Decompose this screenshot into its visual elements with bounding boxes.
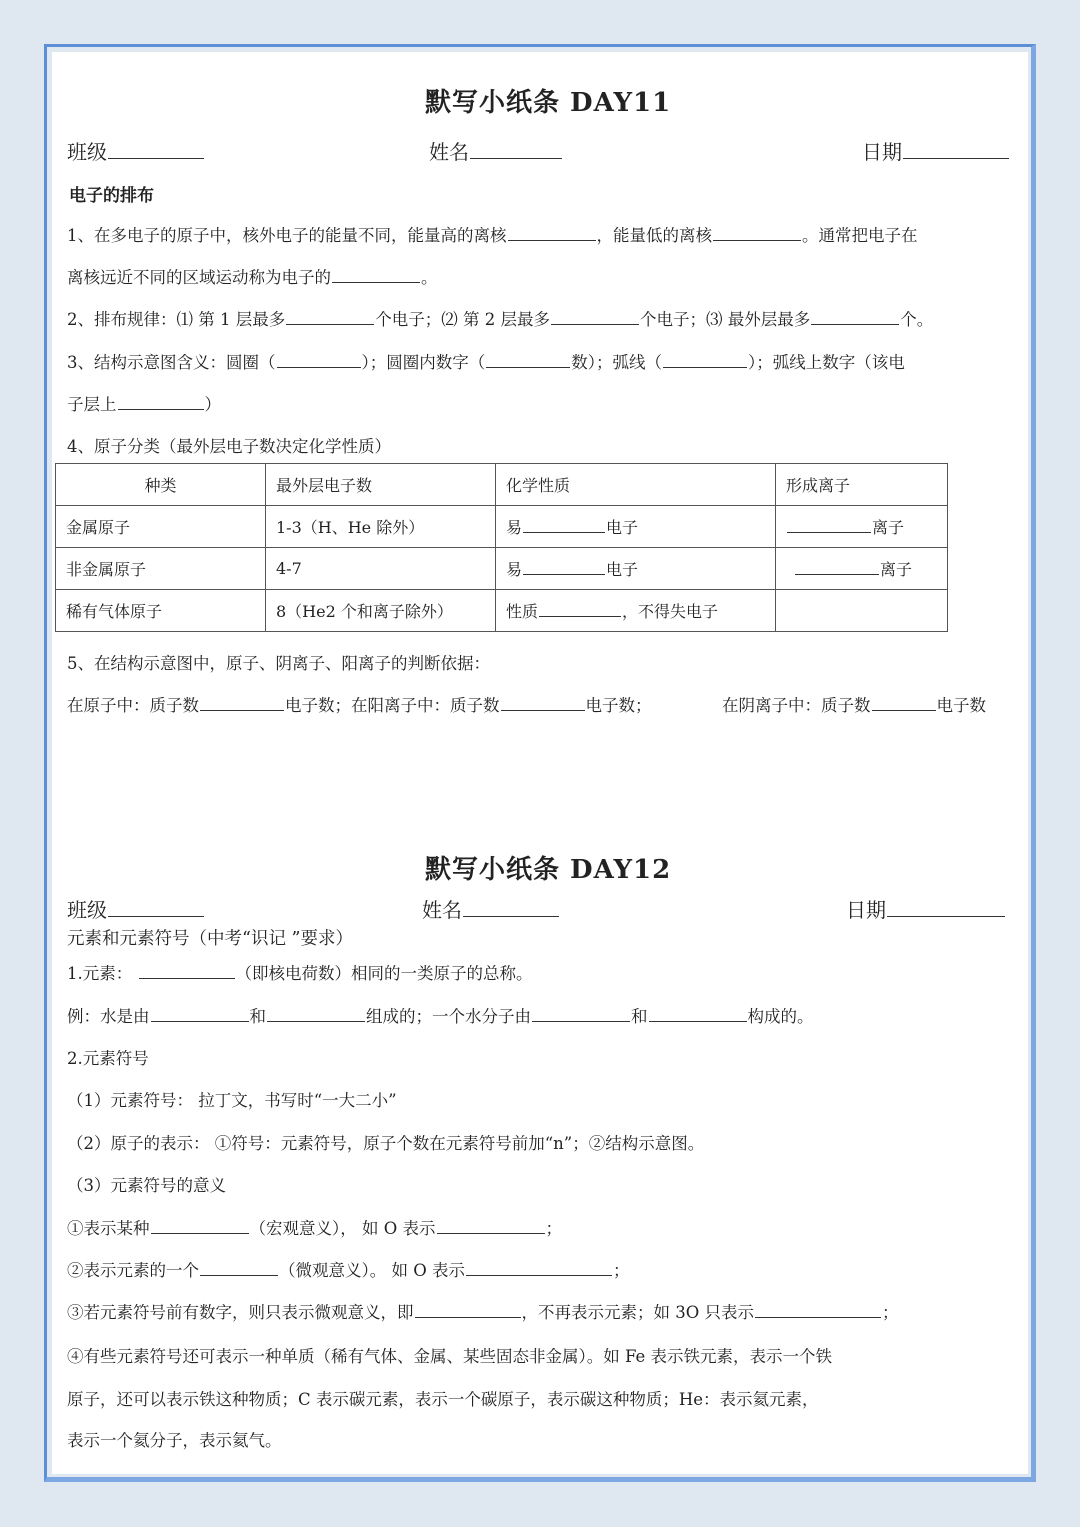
day11-q1-line2: 离核远近不同的区域运动称为电子的 。 <box>67 268 438 287</box>
date-blank <box>887 900 1005 917</box>
table-cell: 离子 <box>776 506 948 548</box>
table-cell: 稀有气体原子 <box>56 590 266 632</box>
table-row <box>56 548 948 590</box>
table-header: 化学性质 <box>496 464 776 506</box>
table-cell: 易 电子 <box>496 506 776 548</box>
class-blank <box>108 900 204 917</box>
date-blank <box>903 142 1009 159</box>
day12-l1: 1.元素： （即核电荷数）相同的一类原子的总称。 <box>67 964 533 983</box>
day11-date-field <box>862 136 1010 165</box>
table-header: 种类 <box>56 464 266 506</box>
class-label: 班级 <box>67 898 107 922</box>
day11-q5: 5、在结构示意图中，原子、阴离子、阳离子的判断依据： <box>67 654 490 673</box>
day12-title: 默写小纸条 DAY12 <box>425 855 672 885</box>
class-label: 班级 <box>67 140 107 164</box>
day11-q2: 2、排布规律：⑴ 第 1 层最多 个电子；⑵ 第 2 层最多 个电子；⑶ 最外层最多 个。 <box>67 310 934 329</box>
table-cell: 8（He2 个和离子除外） <box>266 590 496 632</box>
date-label: 日期 <box>862 140 902 164</box>
day11-section-title: 电子的排布 <box>69 186 154 206</box>
day11-q5-anion: 在阴离子中：质子数 电子数 <box>722 696 986 715</box>
day12-l4: （1）元素符号： 拉丁文，书写时“一大二小” <box>67 1091 397 1110</box>
day11-class-field <box>67 136 205 165</box>
day11-q4: 4、原子分类（最外层电子数决定化学性质） <box>67 437 391 456</box>
date-label: 日期 <box>846 898 886 922</box>
atom-classification-table <box>55 463 948 632</box>
table-cell: 性质 ，不得失电子 <box>496 590 776 632</box>
day12-l9: ③若元素符号前有数字，则只表示微观意义，即 ，不再表示元素；如 3O 只表示 ； <box>67 1303 899 1322</box>
table-cell: 金属原子 <box>56 506 266 548</box>
table-header: 形成离子 <box>776 464 948 506</box>
table-header-row <box>56 464 948 506</box>
table-cell <box>776 590 948 632</box>
table-cell: 1-3（H、He 除外） <box>266 506 496 548</box>
day11-title: 默写小纸条 DAY11 <box>425 88 672 118</box>
day11-q3-line2: 子层上 ） <box>67 395 221 414</box>
table-cell: 非金属原子 <box>56 548 266 590</box>
day11-q1-line1: 1、在多电子的原子中，核外电子的能量不同，能量高的离核 ，能量低的离核 。通常把电子在 <box>67 226 918 245</box>
name-label: 姓名 <box>429 140 469 164</box>
day12-l10: ④有些元素符号还可表示一种单质（稀有气体、金属、某些固态非金属）。如 Fe 表示铁元素，表示一个铁 <box>67 1347 833 1366</box>
day12-class-field <box>67 894 205 923</box>
day12-l2: 例：水是由 和 组成的；一个水分子由 和 构成的。 <box>67 1007 814 1026</box>
day12-l12: 表示一个氦分子，表示氦气。 <box>67 1431 282 1450</box>
day11-q3-line1: 3、结构示意图含义：圆圈（ ）；圆圈内数字（ 数）；弧线（ ）；弧线上数字（该电 <box>67 353 905 372</box>
day12-l11: 原子，还可以表示铁这种物质；C 表示碳元素，表示一个碳原子，表示碳这种物质；He：表示氦元素， <box>67 1390 819 1409</box>
day11-q5-criteria: 在原子中：质子数 电子数；在阳离子中：质子数 电子数； <box>67 696 652 715</box>
table-header: 最外层电子数 <box>266 464 496 506</box>
day12-l3: 2.元素符号 <box>67 1049 149 1068</box>
table-row <box>56 590 948 632</box>
day12-name-field <box>422 894 560 923</box>
class-blank <box>108 142 204 159</box>
day12-l7: ①表示某种 （宏观意义）， 如 O 表示 ； <box>67 1219 563 1238</box>
day12-l6: （3）元素符号的意义 <box>67 1176 226 1195</box>
day11-name-field <box>429 136 563 165</box>
day12-date-field <box>846 894 1006 923</box>
day12-l5: （2）原子的表示： ①符号：元素符号，原子个数在元素符号前加“n”；②结构示意图。 <box>67 1134 705 1153</box>
name-blank <box>470 142 562 159</box>
day12-section-title: 元素和元素符号（中考“识记 ”要求） <box>67 929 353 949</box>
name-label: 姓名 <box>422 898 462 922</box>
table-cell: 易 电子 <box>496 548 776 590</box>
day12-l8: ②表示元素的一个 （微观意义）。 如 O 表示 ； <box>67 1261 630 1280</box>
table-cell: 离子 <box>776 548 948 590</box>
table-row <box>56 506 948 548</box>
table-cell: 4-7 <box>266 548 496 590</box>
name-blank <box>463 900 559 917</box>
